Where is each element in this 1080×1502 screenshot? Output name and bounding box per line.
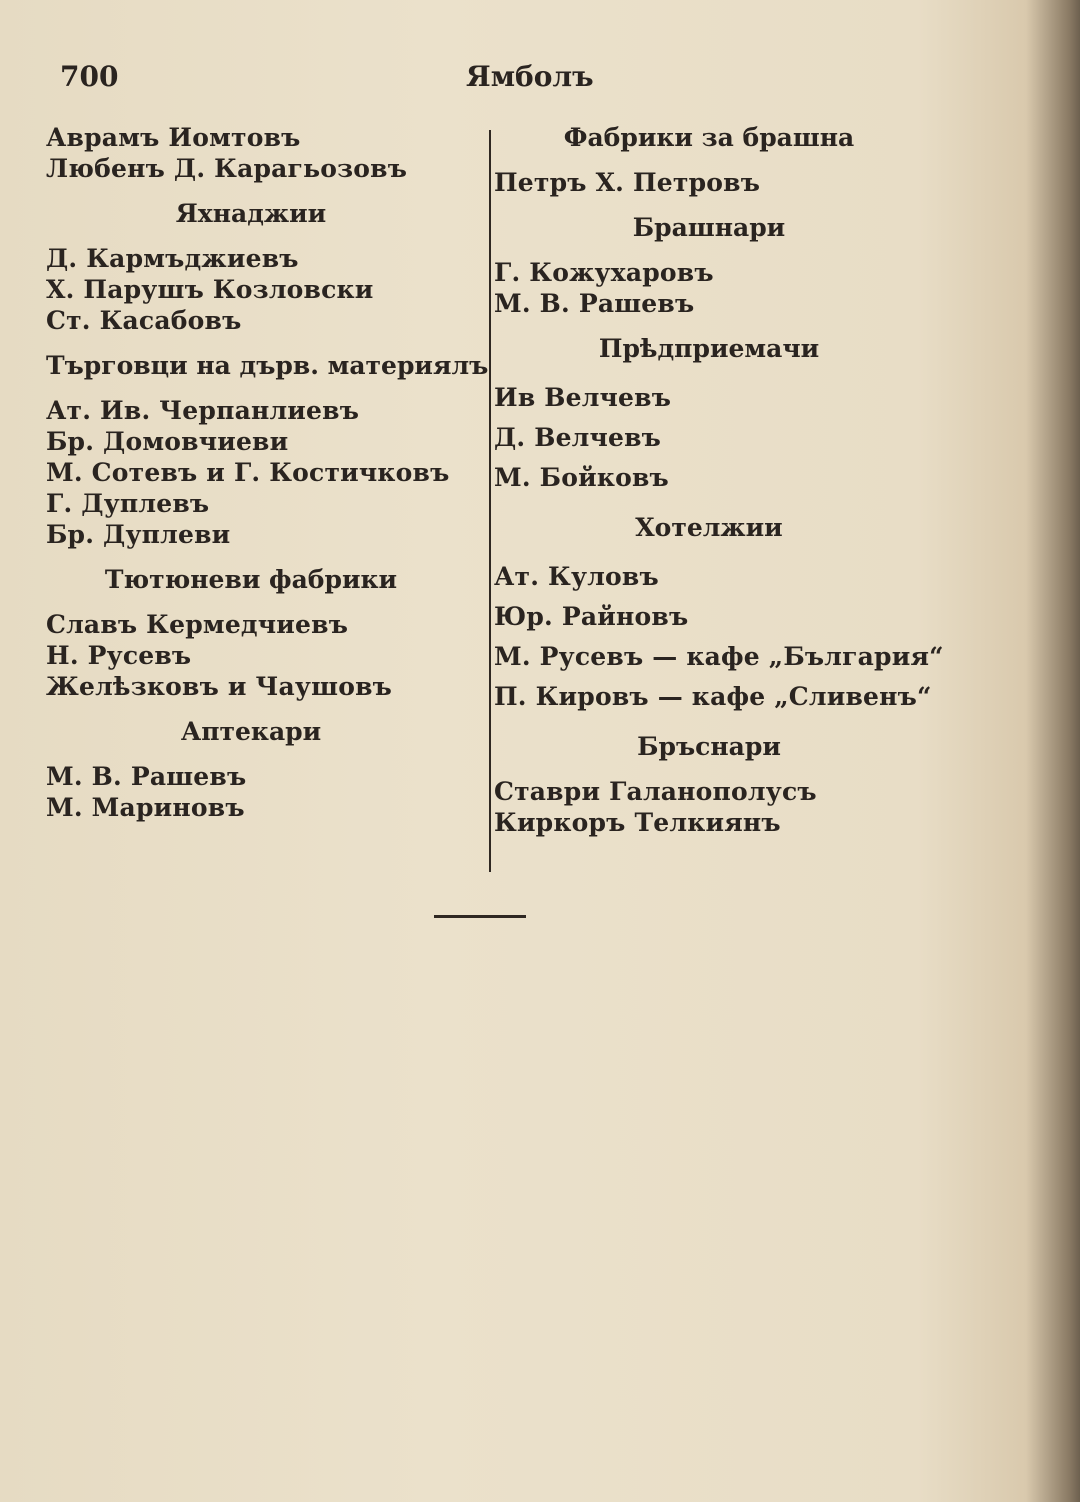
list-item: М. Бойковъ bbox=[494, 463, 669, 492]
list-item: Ст. Касабовъ bbox=[46, 306, 242, 335]
list-item: Киркоръ Телкиянъ bbox=[494, 808, 781, 837]
section-heading: Бръснари bbox=[637, 732, 781, 761]
left-column bbox=[46, 122, 489, 823]
list-item: Желѣзковъ и Чаушовъ bbox=[46, 672, 393, 701]
list-item: М. Сотевъ и Г. Костичковъ bbox=[46, 458, 450, 487]
list-item: Ат. Куловъ bbox=[494, 562, 659, 591]
list-item: М. В. Рашевъ bbox=[494, 289, 695, 318]
section-heading: Тютюневи фабрики bbox=[104, 565, 398, 594]
page-number: 700 bbox=[60, 60, 119, 93]
list-item: Аврамъ Иомтовъ bbox=[46, 123, 301, 152]
list-item: Г. Кожухаровъ bbox=[494, 258, 714, 287]
list-item: Бр. Дуплеви bbox=[46, 520, 231, 549]
section-heading: Фабрики за брашна bbox=[563, 123, 855, 152]
list-item: М. В. Рашевъ bbox=[46, 762, 247, 791]
list-item: Ат. Ив. Черпанлиевъ bbox=[46, 396, 360, 425]
list-item: Д. Велчевъ bbox=[494, 423, 662, 452]
section-heading: Яхнаджии bbox=[175, 199, 327, 228]
list-item: Ставри Галанополусъ bbox=[494, 777, 817, 806]
list-item: Любенъ Д. Карагьозовъ bbox=[46, 154, 408, 183]
list-item: Юр. Райновъ bbox=[494, 602, 689, 631]
list-item: П. Кировъ — кафе „Сливенъ“ bbox=[494, 682, 932, 711]
section-heading: Търговци на дърв. материялъ bbox=[46, 351, 489, 380]
list-item: Петръ Х. Петровъ bbox=[494, 168, 761, 197]
list-item: М. Мариновъ bbox=[46, 793, 245, 822]
column-divider bbox=[489, 130, 491, 872]
running-title: Ямболъ bbox=[466, 60, 594, 93]
list-item: Ив Велчевъ bbox=[494, 383, 672, 412]
list-item: Бр. Домовчиеви bbox=[46, 427, 289, 456]
right-column bbox=[494, 122, 944, 838]
list-item: Славъ Кермедчиевъ bbox=[46, 610, 349, 639]
section-heading: Хотелжии bbox=[635, 513, 783, 542]
section-heading: Прѣдприемачи bbox=[598, 334, 820, 363]
section-heading: Аптекари bbox=[180, 717, 322, 746]
end-rule bbox=[434, 915, 526, 918]
list-item: Н. Русевъ bbox=[46, 641, 192, 670]
list-item: М. Русевъ — кафе „България“ bbox=[494, 642, 944, 671]
list-item: Д. Кармъджиевъ bbox=[46, 244, 299, 273]
section-heading: Брашнари bbox=[632, 213, 786, 242]
list-item: Х. Парушъ Козловски bbox=[46, 275, 374, 304]
list-item: Г. Дуплевъ bbox=[46, 489, 210, 518]
